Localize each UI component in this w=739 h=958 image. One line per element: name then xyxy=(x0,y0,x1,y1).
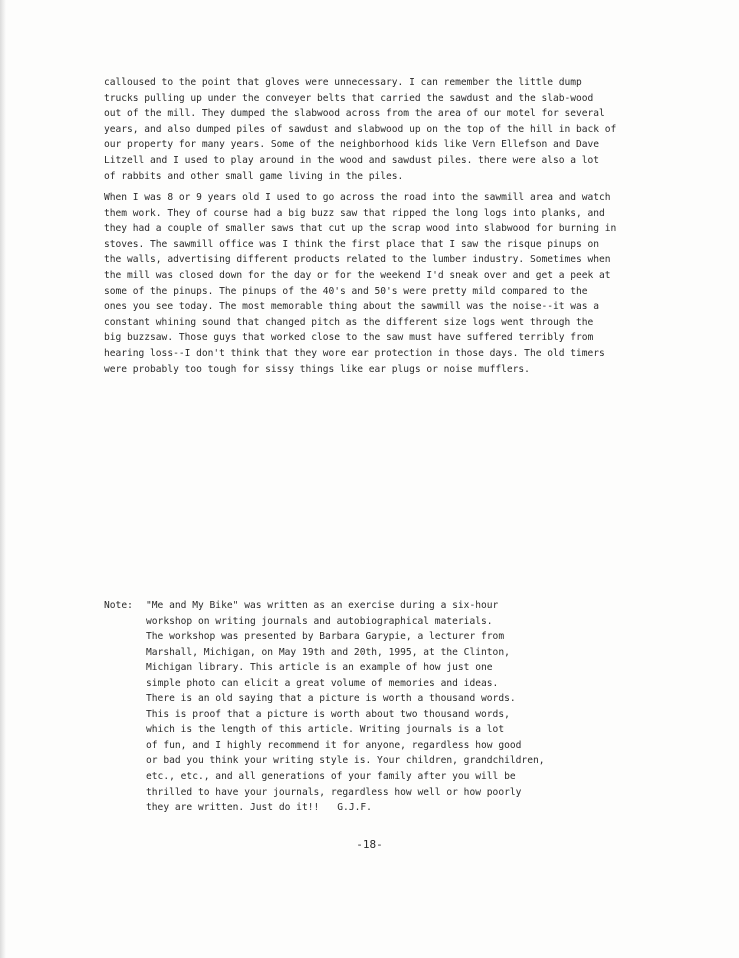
note-last-line xyxy=(146,800,566,816)
text-line: the walls, advertising different products related to the lumber industry. Sometimes when xyxy=(104,254,611,266)
note-body xyxy=(146,598,566,816)
author-signature: G.J.F. xyxy=(337,802,372,814)
text-line: stoves. The sawmill office was I think the first place that I saw the risque pinups on xyxy=(104,238,600,250)
note-line: This is proof that a picture is worth about two thousand words, xyxy=(146,708,510,720)
text-line: the mill was closed down for the day or for the weekend I'd sneak over and get a peek at xyxy=(104,269,611,281)
text-line: our property for many years. Some of the neighborhood kids like Vern Ellefson and Dave xyxy=(104,139,600,151)
note-line: The workshop was presented by Barbara Garypie, a lecturer from xyxy=(146,631,505,643)
note-line: "Me and My Bike" was written as an exercise during a six-hour xyxy=(146,600,499,611)
paragraph-sawdust-piles xyxy=(104,75,630,184)
paragraph-sawmill-memories xyxy=(104,190,630,377)
note-line: simple photo can elicit a great volume of memories and ideas. xyxy=(146,677,499,689)
text-line: some of the pinups. The pinups of the 40's and 50's were pretty mild compared to the xyxy=(104,285,588,297)
text-line: they had a couple of smaller saws that cut up the scrap wood into slabwood for burning in xyxy=(104,223,617,235)
text-line: were probably too tough for sissy things like ear plugs or noise mufflers. xyxy=(104,363,530,375)
page-number: -18- xyxy=(356,838,383,851)
note-line: There is an old saying that a picture is worth a thousand words. xyxy=(146,693,516,705)
text-line: of rabbits and other small game living in the piles. xyxy=(104,170,404,182)
note-line: or bad you think your writing style is. Your children, grandchildren, xyxy=(146,755,545,767)
text-line: them work. They of course had a big buzz saw that ripped the long logs into planks, and xyxy=(104,207,605,219)
note-line: which is the length of this article. Writing journals is a lot xyxy=(146,724,505,736)
text-line: calloused to the point that gloves were unnecessary. I can remember the little dump xyxy=(104,77,582,88)
text-line: years, and also dumped piles of sawdust and slabwood up on the top of the hill in back of xyxy=(104,123,617,135)
text-line: When I was 8 or 9 years old I used to go across the road into the sawmill area and watch xyxy=(104,192,611,203)
text-line: big buzzsaw. Those guys that worked close to the saw must have suffered terribly from xyxy=(104,332,594,344)
page-edge-shadow xyxy=(0,0,6,958)
note-line: thrilled to have your journals, regardless how well or how poorly xyxy=(146,786,522,798)
note-line: workshop on writing journals and autobiographical materials. xyxy=(146,615,493,627)
note-line: of fun, and I highly recommend it for anyone, regardless how good xyxy=(146,739,522,751)
note-line: Michigan library. This article is an example of how just one xyxy=(146,662,493,674)
text-line: hearing loss--I don't think that they wore ear protection in those days. The old timers xyxy=(104,347,605,359)
note-line: they are written. Just do it!! xyxy=(146,802,320,814)
note-label: Note: xyxy=(104,600,133,611)
note-line: Marshall, Michigan, on May 19th and 20th, 1995, at the Clinton, xyxy=(146,646,510,658)
text-line: constant whining sound that changed pitch as the different size logs went through the xyxy=(104,316,594,328)
text-line: out of the mill. They dumped the slabwood across from the area of our motel for several xyxy=(104,108,605,120)
note-line: etc., etc., and all generations of your family after you will be xyxy=(146,771,516,783)
text-line: ones you see today. The most memorable thing about the sawmill was the noise--it was a xyxy=(104,301,600,313)
text-line: Litzell and I used to play around in the wood and sawdust piles. there were also a lot xyxy=(104,154,600,166)
text-line: trucks pulling up under the conveyer belts that carried the sawdust and the slab-wood xyxy=(104,92,594,104)
